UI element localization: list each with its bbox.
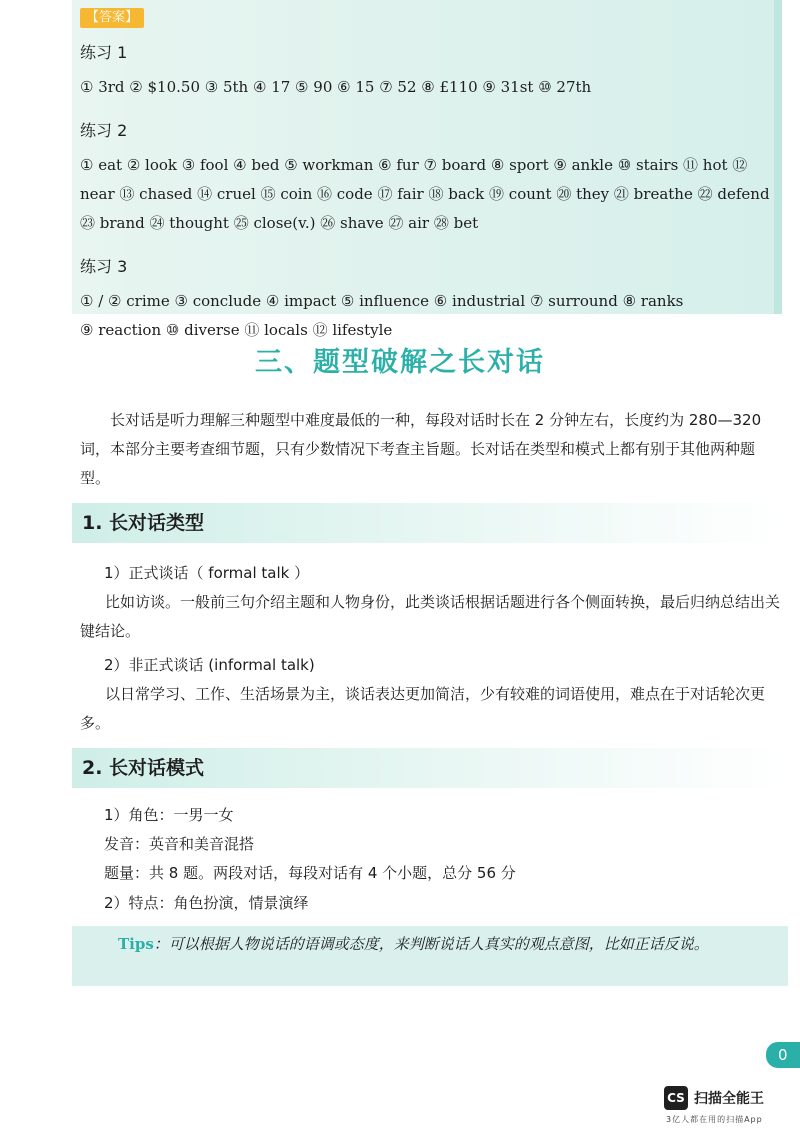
answer-tag: 【答案】 <box>80 8 144 28</box>
exercise-2-title: 练习 2 <box>80 121 128 140</box>
watermark-subtitle: 3亿人都在用的扫描App <box>666 1115 763 1124</box>
item-informal-talk-title: 2）非正式谈话 (informal talk) <box>104 656 315 674</box>
subsection-heading-types: 1. 长对话类型 <box>72 503 788 543</box>
pattern-question-count: 题量：共 8 题。两段对话，每段对话有 4 个小题，总分 56 分 <box>104 864 516 882</box>
pattern-accent: 发音：英音和美音混搭 <box>104 835 255 853</box>
tips-label: Tips <box>118 935 154 953</box>
exercise-2-line: near ⑬ chased ⑭ cruel ⑮ coin ⑯ code ⑰ fair ⑱ back ⑲ count ⑳ they ㉑ breathe ㉒ defend <box>80 185 770 203</box>
exercise-2-line: ㉓ brand ㉔ thought ㉕ close(v.) ㉖ shave ㉗ air ㉘ bet <box>80 214 479 232</box>
pattern-feature: 2）特点：角色扮演，情景演绎 <box>104 894 309 912</box>
scanner-watermark <box>664 1086 792 1126</box>
pattern-role: 1）角色：一男一女 <box>104 806 234 824</box>
tips-text: ：可以根据人物说话的语调或态度，来判断说话人真实的观点意图，比如正话反说。 <box>153 935 709 953</box>
exercise-3-line: ⑨ reaction ⑩ diverse ⑪ locals ⑫ lifestyle <box>80 321 393 339</box>
exercise-1-line: ① 3rd ② $10.50 ③ 5th ④ 17 ⑤ 90 ⑥ 15 ⑦ 52 ⑧ £110 ⑨ 31st ⑩ 27th <box>80 78 592 96</box>
scanner-logo-icon: CS <box>664 1086 688 1110</box>
exercise-3-title: 练习 3 <box>80 257 128 276</box>
watermark-title: 扫描全能王 <box>694 1091 764 1107</box>
answer-panel <box>72 0 782 339</box>
exercise-3-line: ① / ② crime ③ conclude ④ impact ⑤ influence ⑥ industrial ⑦ surround ⑧ ranks <box>80 292 684 310</box>
section-intro: 长对话是听力理解三种题型中难度最低的一种，每段对话时长在 2 分钟左右，长度约为 280—320 词，本部分主要考查细节题，只有少数情况下考查主旨题。长对话在类型和模式上都有别于其他两种题型。 <box>80 411 762 487</box>
exercise-2-line: ① eat ② look ③ fool ④ bed ⑤ workman ⑥ fur ⑦ board ⑧ sport ⑨ ankle ⑩ stairs ⑪ hot ⑫ <box>80 156 748 174</box>
section-heading: 三、题型破解之长对话 <box>255 347 545 378</box>
exercise-1-title: 练习 1 <box>80 43 128 62</box>
tips-box <box>72 926 788 986</box>
subsection-heading-patterns: 2. 长对话模式 <box>72 748 788 788</box>
item-informal-talk-text: 以日常学习、工作、生活场景为主，谈话表达更加简洁，少有较难的词语使用，难点在于对话轮次更多。 <box>80 685 766 732</box>
item-formal-talk-text: 比如访谈。一般前三句介绍主题和人物身份，此类谈话根据话题进行各个侧面转换，最后归纳总结出关键结论。 <box>80 593 781 640</box>
page-number-tab: 0 <box>766 1042 800 1068</box>
item-formal-talk-title: 1）正式谈话（ formal talk ） <box>104 564 310 582</box>
